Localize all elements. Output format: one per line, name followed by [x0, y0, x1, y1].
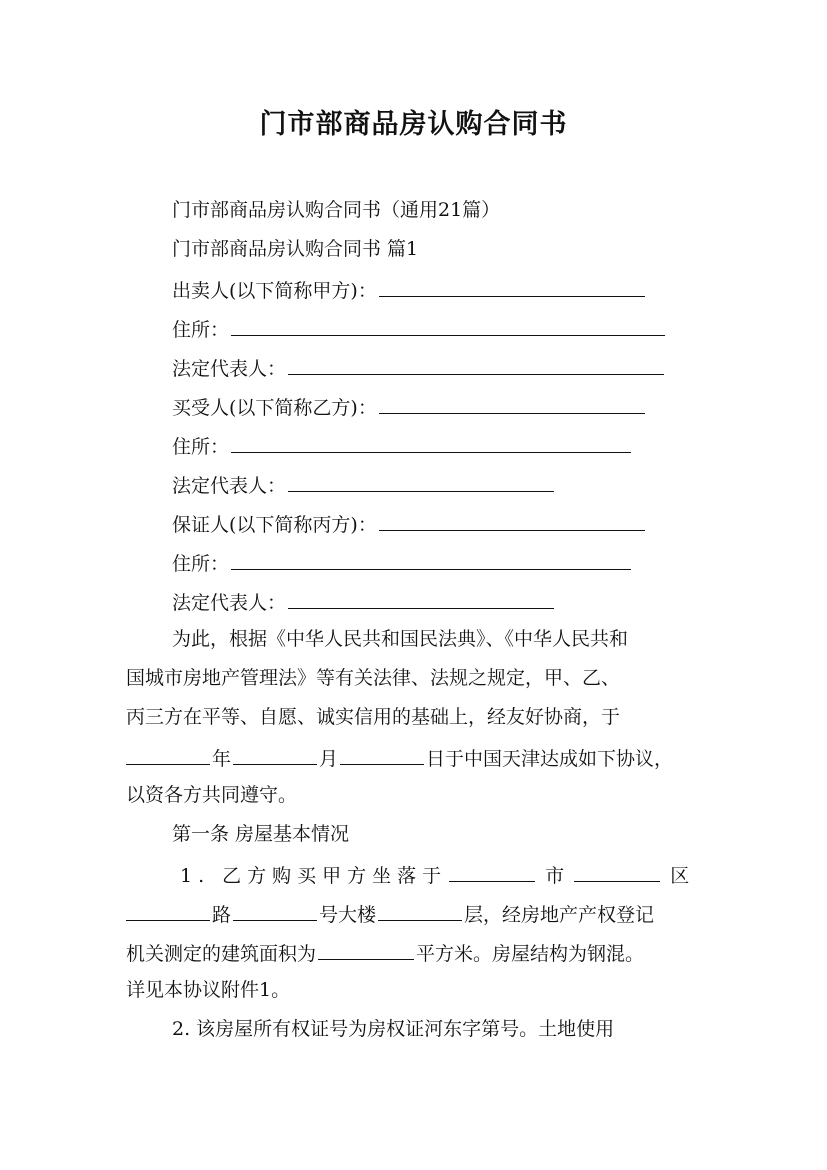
area-prefix: 机关测定的建筑面积为 — [126, 943, 317, 965]
city-label: 市 — [545, 865, 565, 887]
article-1-item-1-line-2 — [126, 900, 654, 927]
party-seller-rep-line — [172, 354, 666, 381]
document-title: 门市部商品房认购合同书 — [259, 109, 568, 140]
month-label: 月 — [319, 748, 339, 770]
party-label: 住所： — [172, 436, 230, 458]
district-label: 区 — [670, 865, 690, 887]
party-guarantor-line — [172, 510, 647, 537]
document-subtitle: 门市部商品房认购合同书（通用21篇） — [172, 199, 501, 221]
party-buyer-address-line — [172, 432, 633, 459]
party-seller-address-line — [172, 315, 667, 342]
road-label: 路 — [212, 904, 232, 926]
fill-blank[interactable] — [379, 276, 645, 297]
building-label: 号大楼 — [319, 904, 377, 926]
party-seller-line — [172, 276, 647, 303]
floor-blank[interactable] — [378, 900, 462, 921]
article-1-heading: 第一条 房屋基本情况 — [172, 823, 350, 845]
number-blank[interactable] — [233, 900, 317, 921]
road-blank[interactable] — [126, 900, 210, 921]
party-label: 住所： — [172, 319, 230, 341]
fill-blank[interactable] — [288, 471, 554, 492]
fill-blank[interactable] — [379, 393, 645, 414]
fill-blank[interactable] — [288, 354, 664, 375]
party-buyer-line — [172, 393, 647, 420]
party-guarantor-address-line — [172, 549, 633, 576]
year-label: 年 — [212, 748, 232, 770]
month-blank[interactable] — [233, 744, 317, 765]
fill-blank[interactable] — [231, 549, 631, 570]
year-blank[interactable] — [126, 744, 210, 765]
fill-blank[interactable] — [379, 510, 645, 531]
fill-blank[interactable] — [231, 432, 631, 453]
area-blank[interactable] — [318, 939, 414, 960]
floor-text: 层，经房地产产权登记 — [464, 904, 655, 926]
fill-blank[interactable] — [288, 588, 554, 609]
district-blank[interactable] — [574, 861, 660, 882]
party-buyer-rep-line — [172, 471, 556, 498]
day-text: 日于中国天津达成如下协议， — [426, 748, 674, 770]
preamble-line-1: 为此，根据《中华人民共和国民法典》、《中华人民共和 — [172, 628, 629, 650]
party-label: 法定代表人： — [172, 358, 287, 380]
section-heading: 门市部商品房认购合同书 篇1 — [172, 238, 419, 260]
article-1-item-1-line-1 — [180, 861, 689, 888]
item-text: 1. 乙方购买甲方坐落于 — [180, 865, 448, 887]
party-label: 住所： — [172, 553, 230, 575]
area-suffix: 平方米。房屋结构为钢混。 — [416, 943, 645, 965]
fill-blank[interactable] — [231, 315, 665, 336]
party-label: 保证人(以下简称丙方)： — [172, 514, 377, 536]
article-1-item-2: 2. 该房屋所有权证号为房权证河东字第号。土地使用 — [172, 1018, 615, 1040]
party-label: 出卖人(以下简称甲方)： — [172, 280, 377, 302]
article-1-item-1-line-4: 详见本协议附件1。 — [126, 979, 291, 1001]
party-label: 法定代表人： — [172, 592, 287, 614]
preamble-date-line — [126, 744, 673, 771]
party-guarantor-rep-line — [172, 588, 556, 615]
preamble-line-5: 以资各方共同遵守。 — [126, 784, 298, 806]
party-label: 法定代表人： — [172, 475, 287, 497]
preamble-line-3: 丙三方在平等、自愿、诚实信用的基础上，经友好协商，于 — [126, 706, 621, 728]
party-label: 买受人(以下简称乙方)： — [172, 397, 377, 419]
city-blank[interactable] — [449, 861, 535, 882]
article-1-item-1-line-3 — [126, 939, 644, 966]
preamble-line-2: 国城市房地产管理法》等有关法律、法规之规定，甲、乙、 — [126, 667, 621, 689]
day-blank[interactable] — [340, 744, 424, 765]
